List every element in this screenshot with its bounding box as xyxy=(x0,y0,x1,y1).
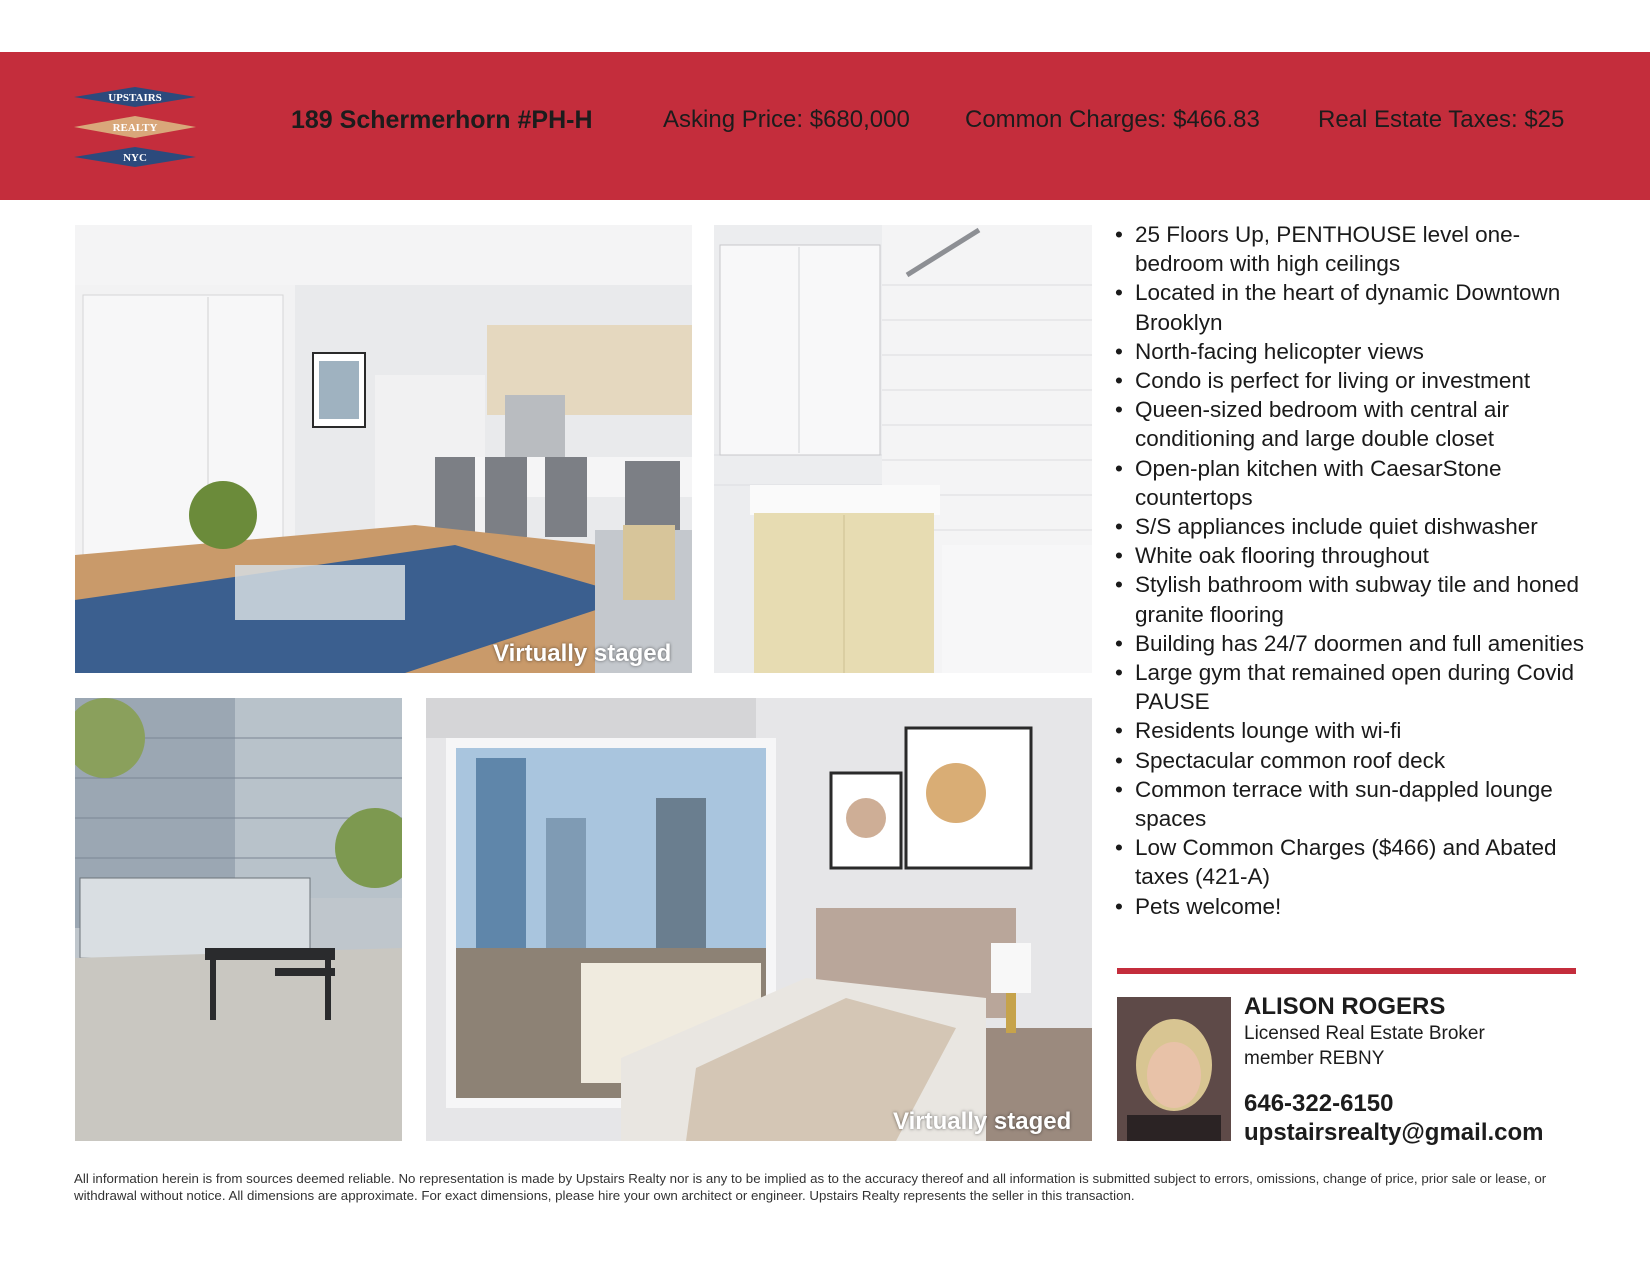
agent-membership: member REBNY xyxy=(1244,1048,1385,1069)
feature-item: • Queen-sized bedroom with central air conditioning and large double closet xyxy=(1115,395,1595,453)
logo-text-bottom: NYC xyxy=(123,152,147,164)
upstairs-realty-logo xyxy=(74,80,196,174)
property-address: 189 Schermerhorn #PH-H xyxy=(291,106,593,134)
feature-item: • Large gym that remained open during Covid PAUSE xyxy=(1115,658,1595,716)
common-charges: Common Charges: $466.83 xyxy=(965,106,1260,133)
feature-item: • Pets welcome! xyxy=(1115,892,1595,921)
agent-avatar xyxy=(1117,997,1231,1141)
header-banner xyxy=(0,52,1650,200)
feature-item: • Condo is perfect for living or investment xyxy=(1115,366,1595,395)
feature-item: • Low Common Charges ($466) and Abated taxes (421-A) xyxy=(1115,833,1595,891)
agent-email-link[interactable]: upstairsrealty@gmail.com xyxy=(1244,1119,1544,1146)
agent-title: Licensed Real Estate Broker xyxy=(1244,1023,1485,1044)
logo-text-top: UPSTAIRS xyxy=(108,92,162,104)
feature-item: • 25 Floors Up, PENTHOUSE level one-bedroom with high ceilings xyxy=(1115,220,1595,278)
feature-item: • Building has 24/7 doormen and full amenities xyxy=(1115,629,1595,658)
feature-item: • Spectacular common roof deck xyxy=(1115,746,1595,775)
feature-item: • White oak flooring throughout xyxy=(1115,541,1595,570)
asking-price: Asking Price: $680,000 xyxy=(663,106,910,133)
agent-name: ALISON ROGERS xyxy=(1244,993,1446,1020)
bathroom-photo xyxy=(714,225,1092,673)
virtually-staged-caption: Virtually staged xyxy=(493,640,672,667)
agent-phone-link[interactable]: 646-322-6150 xyxy=(1244,1090,1394,1117)
feature-item: • Located in the heart of dynamic Downtown Brooklyn xyxy=(1115,278,1595,336)
logo-text-middle: REALTY xyxy=(112,122,158,134)
legal-disclaimer: All information herein is from sources deemed reliable. No representation is made by Upstairs Realty nor is any to be implied as to the accuracy thereof and all information is submitted subject to errors, omissions, change of price, prior sale or lease, or withdrawal without notice. All dimensions are approximate. For exact dimensions, please hire your own architect or engineer. Upstairs Realty represents the seller in this transaction. xyxy=(74,1171,1547,1203)
bedroom-photo xyxy=(426,698,1092,1141)
feature-item: • Common terrace with sun-dappled lounge spaces xyxy=(1115,775,1595,833)
feature-item: • S/S appliances include quiet dishwasher xyxy=(1115,512,1595,541)
terrace-photo xyxy=(75,698,402,1141)
feature-item: • Stylish bathroom with subway tile and honed granite flooring xyxy=(1115,570,1595,628)
feature-item: • Residents lounge with wi-fi xyxy=(1115,716,1595,745)
property-features-list xyxy=(1115,220,1595,921)
virtually-staged-caption: Virtually staged xyxy=(893,1108,1072,1135)
living-room-photo xyxy=(75,225,692,673)
feature-item: • Open-plan kitchen with CaesarStone countertops xyxy=(1115,454,1595,512)
feature-item: • North-facing helicopter views xyxy=(1115,337,1595,366)
real-estate-taxes: Real Estate Taxes: $25 xyxy=(1318,106,1565,133)
section-divider xyxy=(1117,968,1576,974)
